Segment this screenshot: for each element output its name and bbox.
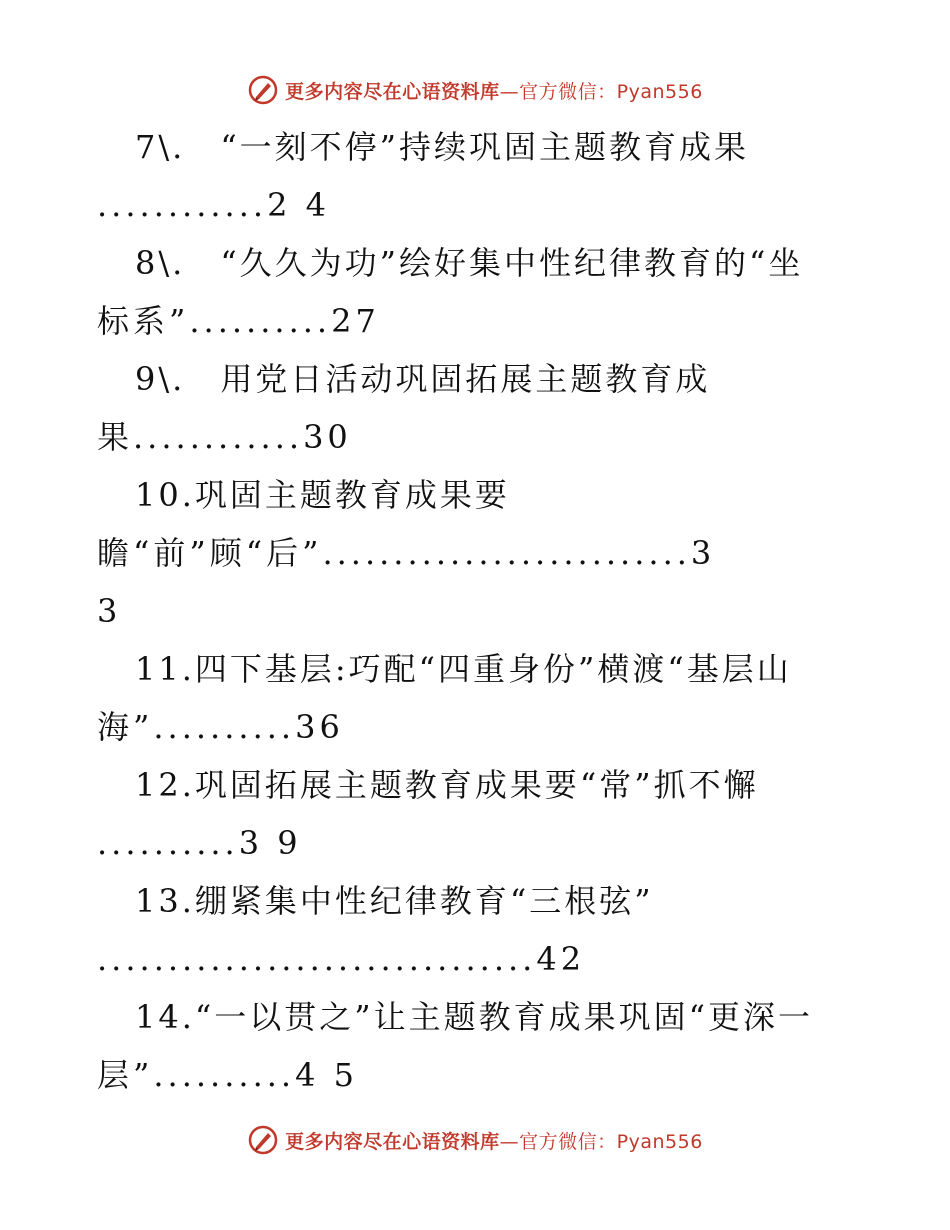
table-of-contents [97, 118, 837, 1104]
toc-entry-11-title: 11.四下基层:巧配“四重身份”横渡“基层山 [135, 650, 792, 688]
toc-entry-14-page: 层”..........4 5 [97, 1056, 358, 1094]
toc-entry-12-page: ..........3 9 [97, 824, 302, 862]
toc-entry-10-title: 10.巩固主题教育成果要 [135, 476, 510, 514]
banner-text: 更多内容尽在心语资料库—官方微信：Pyan556 [285, 1130, 703, 1153]
toc-entry-11-page: 海”..........36 [97, 708, 344, 746]
toc-entry-8-title: 8\. “久久为功”绘好集中性纪律教育的“坐 [135, 244, 804, 282]
toc-entry-8-page: 标系”..........27 [97, 302, 380, 340]
toc-entry-13-page: ...............................42 [97, 940, 586, 978]
toc-entry-10-title-cont: 瞻“前”顾“后”..........................3 [97, 534, 716, 572]
toc-entry-10-page: 3 [97, 592, 121, 630]
toc-entry-14-title: 14.“一以贯之”让主题教育成果巩固“更深一 [135, 998, 813, 1036]
header-banner [0, 70, 950, 110]
footer-banner [0, 1120, 950, 1160]
toc-entry-12-title: 12.巩固拓展主题教育成果要“常”抓不懈 [135, 766, 759, 804]
toc-entry-13-title: 13.绷紧集中性纪律教育“三根弦” [135, 882, 654, 920]
toc-entry-9-title: 9\. 用党日活动巩固拓展主题教育成 [135, 360, 711, 398]
toc-entry-7-title: 7\. “一刻不停”持续巩固主题教育成果 [135, 128, 750, 166]
banner-text: 更多内容尽在心语资料库—官方微信：Pyan556 [285, 80, 703, 103]
toc-entry-7-page: ............2 4 [97, 186, 330, 224]
toc-entry-9-page: 果............30 [97, 418, 352, 456]
pen-logo-icon [247, 1124, 279, 1156]
pen-logo-icon [247, 74, 279, 106]
